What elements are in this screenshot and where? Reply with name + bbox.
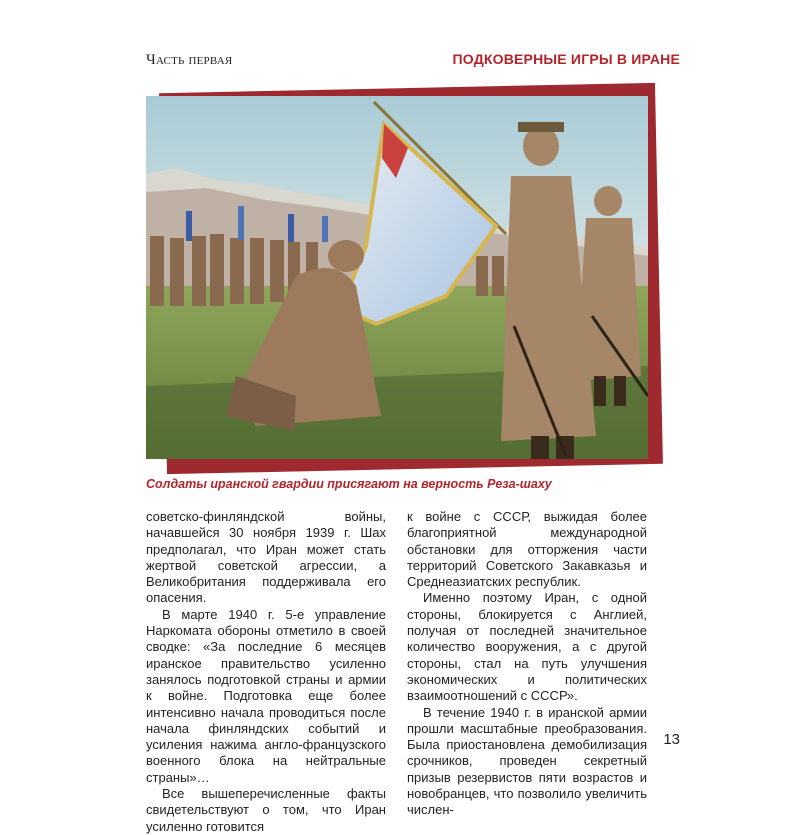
text-column-left bbox=[146, 509, 386, 835]
text-column-right bbox=[407, 509, 647, 819]
page-number: 13 bbox=[663, 731, 680, 748]
paragraph: советско-финляндской войны, начавшейся 30 ноября 1939 г. Шах предполагал, что Иран может стать жертвой советской агрессии, а Великобритания поддерживала его опасения. bbox=[146, 509, 386, 606]
paragraph: Все вышеперечисленные факты свидетельствуют о том, что Иран усиленно готовится bbox=[146, 786, 386, 834]
photo bbox=[146, 96, 648, 459]
paragraph: В течение 1940 г. в иранской армии прошли масштабные преобразования. Была приостановлена демобилизация срочников, проведен секретный призыв резервистов пяти возрастов и новобранцев, что позволило увеличить числен- bbox=[407, 704, 647, 818]
section-title: ПОДКОВЕРНЫЕ ИГРЫ В ИРАНЕ bbox=[452, 51, 680, 67]
paragraph: В марте 1940 г. 5-е управление Наркомата обороны отметило в своей сводке: «За последние 6 месяцев иранское правительство усиленно занялось подготовкой страны и армии к войне. Подготовка еще более интенсивно начала проводиться после начала финляндских событий и усиления нажима англо-французского военного блока на нейтральные страны»… bbox=[146, 606, 386, 785]
chapter-title: Часть первая bbox=[146, 52, 233, 68]
paragraph: Именно поэтому Иран, с одной стороны, блокируется с Англией, получая от последней значительное количество вооружения, а с другой стороны, стал на путь улучшения экономических и политических взаимоотношений с СССР». bbox=[407, 590, 647, 704]
photo-caption: Солдаты иранской гвардии присягают на верность Реза-шаху bbox=[146, 477, 552, 491]
paragraph: к войне с СССР, выжидая более благоприятной международной обстановки для отторжения части территорий Советского Закавказья и Среднеазиатских республик. bbox=[407, 509, 647, 590]
